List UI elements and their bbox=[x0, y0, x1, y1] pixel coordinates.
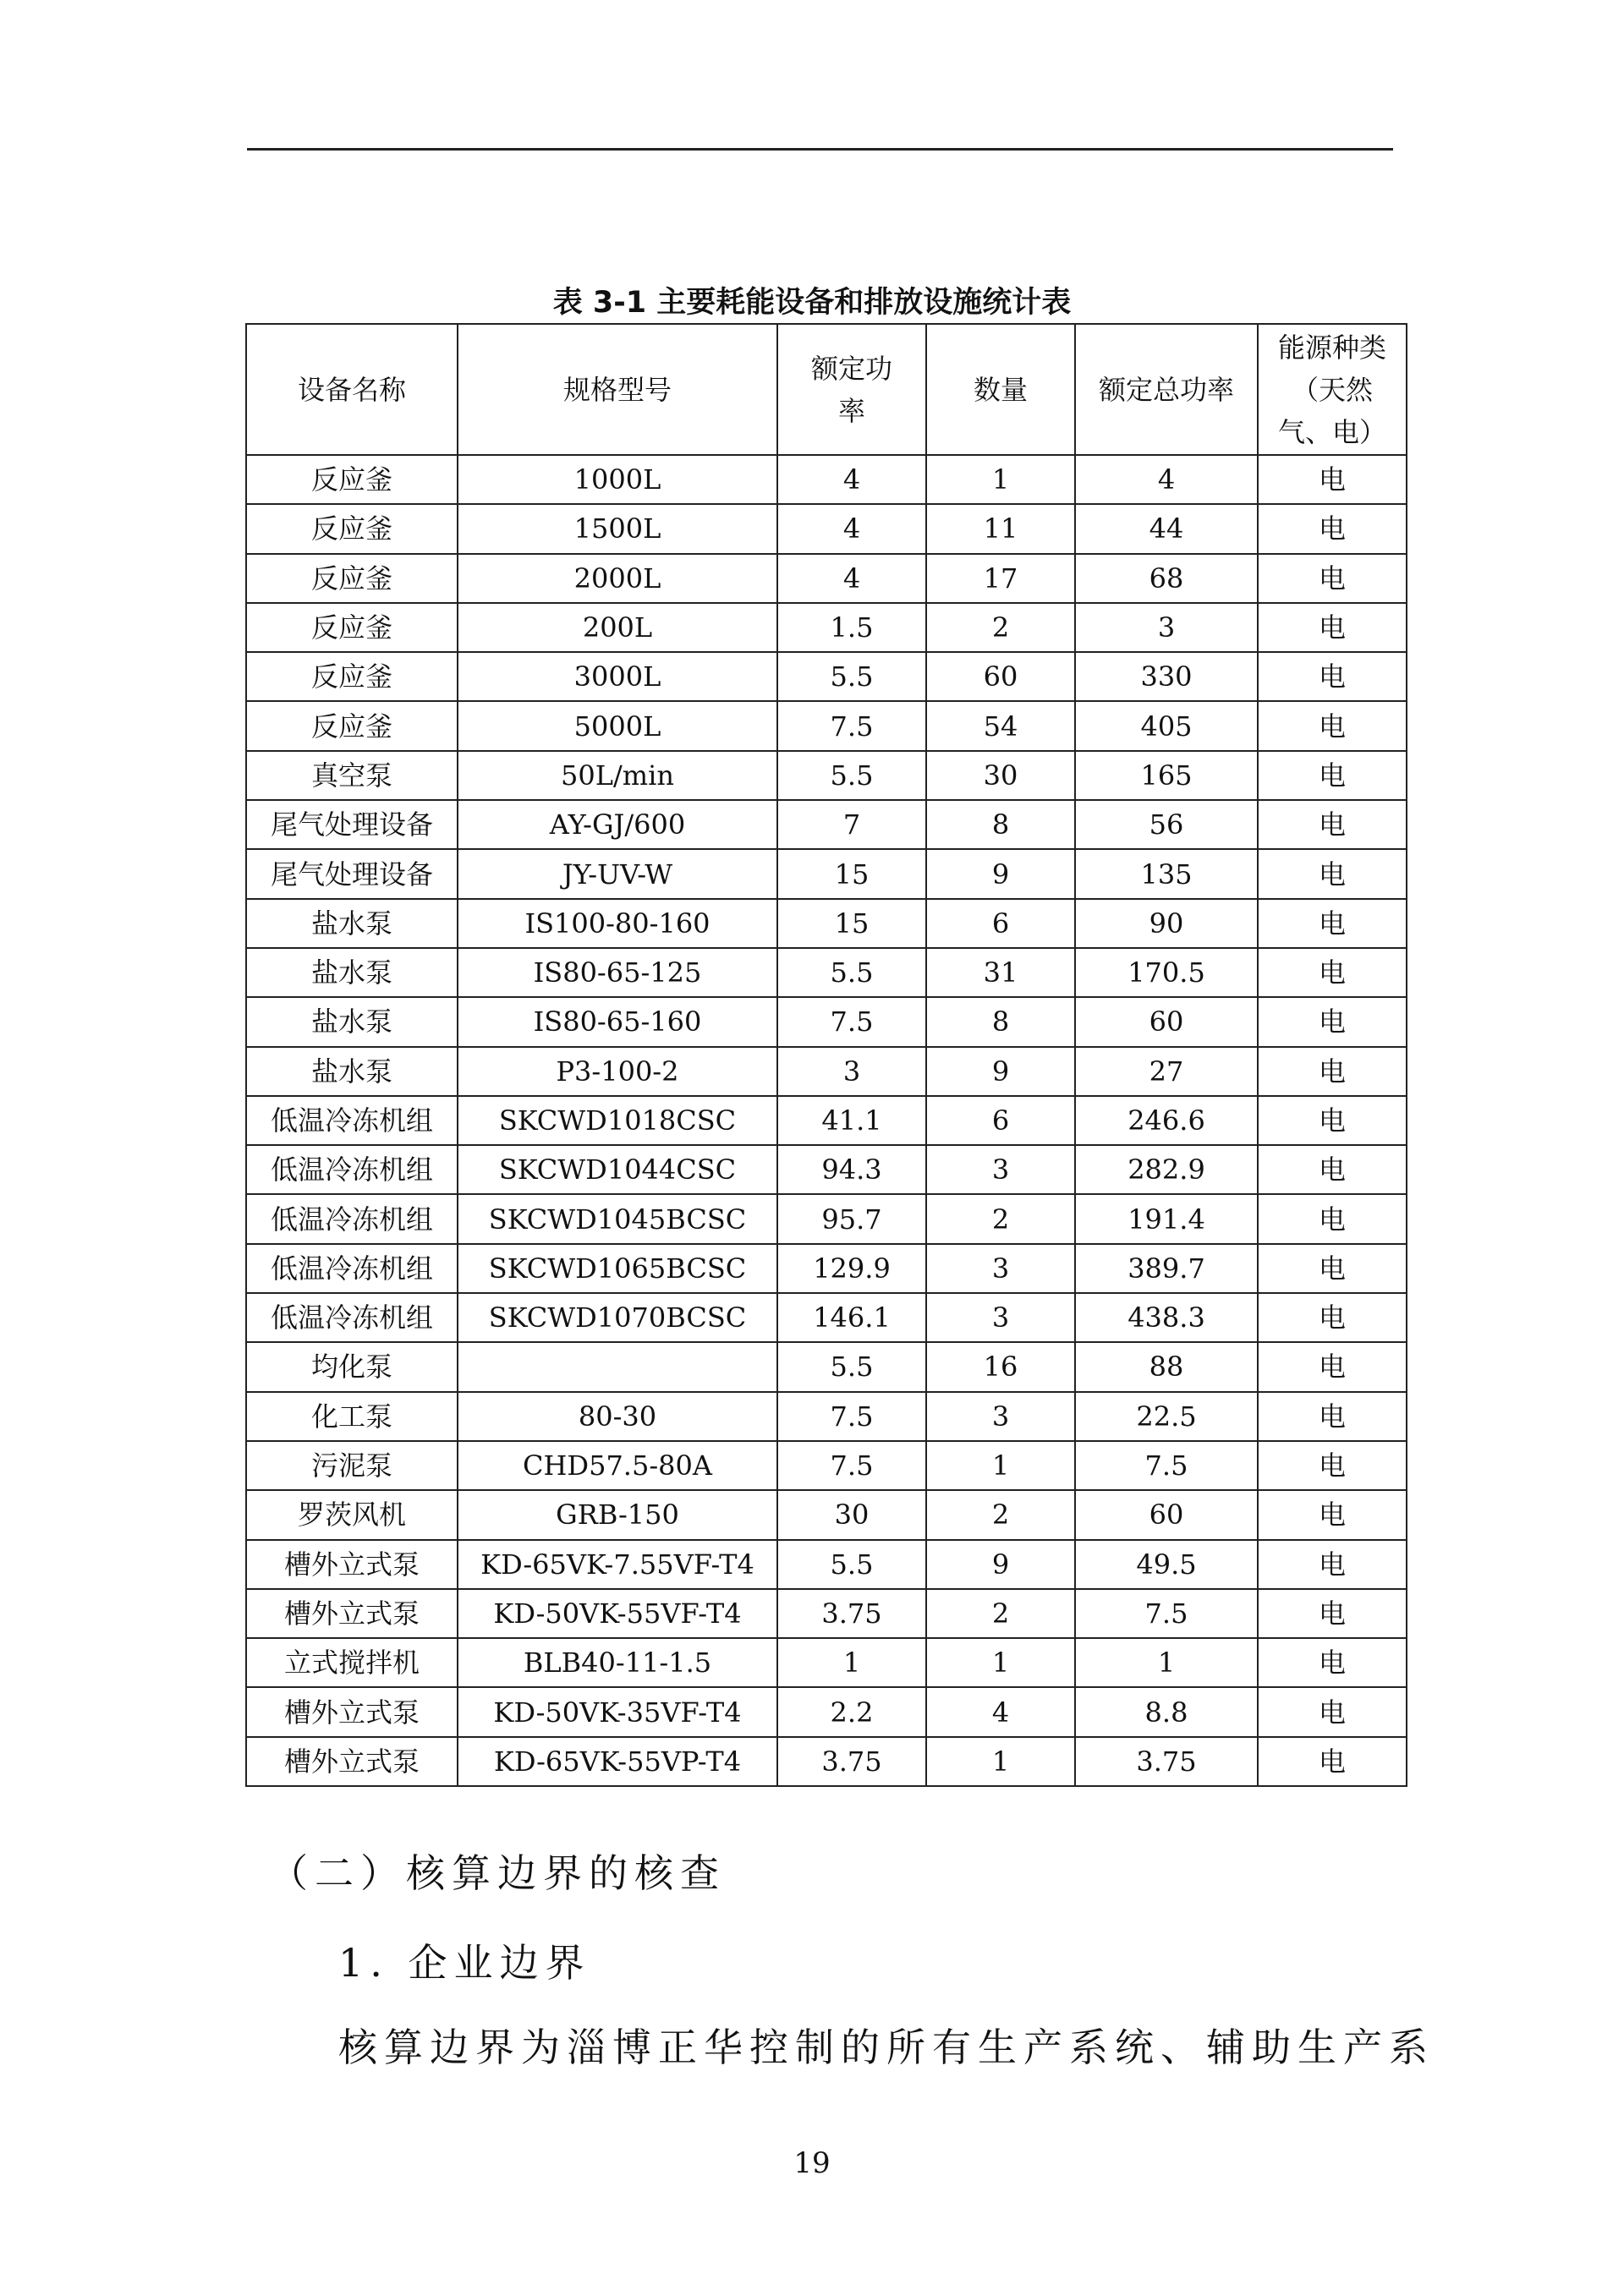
cell-total-power: 4 bbox=[1075, 455, 1258, 504]
cell-rated-power: 15 bbox=[777, 899, 926, 948]
cell-quantity: 3 bbox=[926, 1244, 1075, 1293]
cell-rated-power: 3 bbox=[777, 1047, 926, 1096]
cell-rated-power: 7.5 bbox=[777, 701, 926, 750]
cell-rated-power: 3.75 bbox=[777, 1737, 926, 1786]
cell-model: 80-30 bbox=[458, 1392, 777, 1441]
cell-energy-type: 电 bbox=[1258, 849, 1407, 898]
cell-quantity: 17 bbox=[926, 554, 1075, 603]
cell-total-power: 165 bbox=[1075, 751, 1258, 800]
cell-model bbox=[458, 1342, 777, 1391]
cell-total-power: 49.5 bbox=[1075, 1540, 1258, 1589]
column-header-quantity: 数量 bbox=[926, 324, 1075, 455]
cell-model: SKCWD1065BCSC bbox=[458, 1244, 777, 1293]
cell-rated-power: 4 bbox=[777, 455, 926, 504]
cell-energy-type: 电 bbox=[1258, 800, 1407, 849]
cell-energy-type: 电 bbox=[1258, 1194, 1407, 1243]
cell-energy-type: 电 bbox=[1258, 701, 1407, 750]
cell-model: SKCWD1044CSC bbox=[458, 1145, 777, 1194]
cell-energy-type: 电 bbox=[1258, 1145, 1407, 1194]
cell-total-power: 282.9 bbox=[1075, 1145, 1258, 1194]
table-row bbox=[246, 1540, 1407, 1589]
table-row bbox=[246, 1490, 1407, 1539]
cell-rated-power: 3.75 bbox=[777, 1589, 926, 1638]
cell-model: CHD57.5-80A bbox=[458, 1441, 777, 1490]
table-row bbox=[246, 1047, 1407, 1096]
cell-name: 槽外立式泵 bbox=[246, 1589, 458, 1638]
cell-total-power: 44 bbox=[1075, 504, 1258, 553]
table-header-row bbox=[246, 324, 1407, 455]
cell-total-power: 170.5 bbox=[1075, 948, 1258, 997]
cell-energy-type: 电 bbox=[1258, 603, 1407, 652]
cell-rated-power: 146.1 bbox=[777, 1293, 926, 1342]
cell-model: JY-UV-W bbox=[458, 849, 777, 898]
table-row bbox=[246, 1638, 1407, 1687]
cell-rated-power: 5.5 bbox=[777, 948, 926, 997]
table-row bbox=[246, 504, 1407, 553]
cell-model: BLB40-11-1.5 bbox=[458, 1638, 777, 1687]
cell-energy-type: 电 bbox=[1258, 1687, 1407, 1736]
cell-model: GRB-150 bbox=[458, 1490, 777, 1539]
table-row bbox=[246, 1244, 1407, 1293]
cell-quantity: 2 bbox=[926, 1490, 1075, 1539]
cell-total-power: 246.6 bbox=[1075, 1096, 1258, 1145]
cell-rated-power: 129.9 bbox=[777, 1244, 926, 1293]
cell-rated-power: 4 bbox=[777, 554, 926, 603]
cell-name: 立式搅拌机 bbox=[246, 1638, 458, 1687]
cell-quantity: 1 bbox=[926, 1441, 1075, 1490]
table-row bbox=[246, 997, 1407, 1046]
table-row bbox=[246, 751, 1407, 800]
cell-energy-type: 电 bbox=[1258, 554, 1407, 603]
cell-quantity: 8 bbox=[926, 997, 1075, 1046]
cell-quantity: 1 bbox=[926, 1737, 1075, 1786]
cell-model: 2000L bbox=[458, 554, 777, 603]
cell-energy-type: 电 bbox=[1258, 899, 1407, 948]
cell-name: 反应釜 bbox=[246, 455, 458, 504]
cell-rated-power: 94.3 bbox=[777, 1145, 926, 1194]
cell-rated-power: 5.5 bbox=[777, 652, 926, 701]
cell-energy-type: 电 bbox=[1258, 504, 1407, 553]
cell-model: IS80-65-160 bbox=[458, 997, 777, 1046]
cell-energy-type: 电 bbox=[1258, 997, 1407, 1046]
cell-total-power: 68 bbox=[1075, 554, 1258, 603]
cell-rated-power: 95.7 bbox=[777, 1194, 926, 1243]
cell-name: 反应釜 bbox=[246, 701, 458, 750]
cell-name: 污泥泵 bbox=[246, 1441, 458, 1490]
column-header-energy-type: 能源种类（天然气、电） bbox=[1258, 324, 1407, 455]
cell-quantity: 30 bbox=[926, 751, 1075, 800]
cell-energy-type: 电 bbox=[1258, 1047, 1407, 1096]
equipment-table bbox=[245, 323, 1407, 1787]
cell-total-power: 135 bbox=[1075, 849, 1258, 898]
section-heading: （二）核算边界的核查 bbox=[269, 1850, 726, 1896]
cell-total-power: 438.3 bbox=[1075, 1293, 1258, 1342]
table-row bbox=[246, 948, 1407, 997]
cell-name: 盐水泵 bbox=[246, 1047, 458, 1096]
cell-energy-type: 电 bbox=[1258, 948, 1407, 997]
cell-name: 反应釜 bbox=[246, 603, 458, 652]
cell-name: 盐水泵 bbox=[246, 948, 458, 997]
cell-total-power: 8.8 bbox=[1075, 1687, 1258, 1736]
cell-total-power: 191.4 bbox=[1075, 1194, 1258, 1243]
cell-name: 罗茨风机 bbox=[246, 1490, 458, 1539]
cell-rated-power: 4 bbox=[777, 504, 926, 553]
cell-name: 反应釜 bbox=[246, 504, 458, 553]
cell-total-power: 3.75 bbox=[1075, 1737, 1258, 1786]
cell-model: 200L bbox=[458, 603, 777, 652]
cell-total-power: 405 bbox=[1075, 701, 1258, 750]
cell-rated-power: 7.5 bbox=[777, 1392, 926, 1441]
cell-name: 均化泵 bbox=[246, 1342, 458, 1391]
cell-name: 低温冷冻机组 bbox=[246, 1293, 458, 1342]
cell-rated-power: 7.5 bbox=[777, 997, 926, 1046]
cell-name: 真空泵 bbox=[246, 751, 458, 800]
cell-quantity: 9 bbox=[926, 849, 1075, 898]
cell-rated-power: 1.5 bbox=[777, 603, 926, 652]
cell-quantity: 1 bbox=[926, 455, 1075, 504]
cell-energy-type: 电 bbox=[1258, 1244, 1407, 1293]
cell-total-power: 22.5 bbox=[1075, 1392, 1258, 1441]
cell-rated-power: 7 bbox=[777, 800, 926, 849]
cell-name: 尾气处理设备 bbox=[246, 800, 458, 849]
cell-quantity: 3 bbox=[926, 1145, 1075, 1194]
cell-model: 50L/min bbox=[458, 751, 777, 800]
table-row bbox=[246, 800, 1407, 849]
body-paragraph: 核算边界为淄博正华控制的所有生产系统、辅助生产系 bbox=[338, 2025, 1435, 2070]
column-header-model: 规格型号 bbox=[458, 324, 777, 455]
table-row bbox=[246, 1589, 1407, 1638]
cell-model: IS100-80-160 bbox=[458, 899, 777, 948]
table-row bbox=[246, 701, 1407, 750]
table-row bbox=[246, 652, 1407, 701]
cell-energy-type: 电 bbox=[1258, 1638, 1407, 1687]
table-row bbox=[246, 899, 1407, 948]
cell-total-power: 88 bbox=[1075, 1342, 1258, 1391]
cell-name: 槽外立式泵 bbox=[246, 1737, 458, 1786]
cell-model: 3000L bbox=[458, 652, 777, 701]
cell-quantity: 3 bbox=[926, 1392, 1075, 1441]
page-number: 19 bbox=[793, 2146, 831, 2180]
cell-total-power: 27 bbox=[1075, 1047, 1258, 1096]
cell-quantity: 60 bbox=[926, 652, 1075, 701]
cell-quantity: 9 bbox=[926, 1540, 1075, 1589]
cell-total-power: 3 bbox=[1075, 603, 1258, 652]
cell-energy-type: 电 bbox=[1258, 1096, 1407, 1145]
cell-quantity: 54 bbox=[926, 701, 1075, 750]
cell-name: 低温冷冻机组 bbox=[246, 1244, 458, 1293]
cell-total-power: 56 bbox=[1075, 800, 1258, 849]
header-rule bbox=[247, 148, 1393, 151]
cell-total-power: 7.5 bbox=[1075, 1589, 1258, 1638]
cell-quantity: 8 bbox=[926, 800, 1075, 849]
cell-energy-type: 电 bbox=[1258, 1441, 1407, 1490]
table-row bbox=[246, 1392, 1407, 1441]
cell-rated-power: 7.5 bbox=[777, 1441, 926, 1490]
cell-name: 槽外立式泵 bbox=[246, 1687, 458, 1736]
cell-energy-type: 电 bbox=[1258, 751, 1407, 800]
cell-energy-type: 电 bbox=[1258, 1737, 1407, 1786]
cell-name: 化工泵 bbox=[246, 1392, 458, 1441]
cell-model: AY-GJ/600 bbox=[458, 800, 777, 849]
cell-name: 反应釜 bbox=[246, 554, 458, 603]
cell-rated-power: 5.5 bbox=[777, 1342, 926, 1391]
table-caption: 表 3-1 主要耗能设备和排放设施统计表 bbox=[552, 286, 1072, 320]
cell-energy-type: 电 bbox=[1258, 1589, 1407, 1638]
cell-name: 尾气处理设备 bbox=[246, 849, 458, 898]
cell-quantity: 2 bbox=[926, 1589, 1075, 1638]
subsection-heading: 1. 企业边界 bbox=[338, 1940, 591, 1986]
cell-total-power: 60 bbox=[1075, 1490, 1258, 1539]
cell-quantity: 2 bbox=[926, 603, 1075, 652]
cell-name: 槽外立式泵 bbox=[246, 1540, 458, 1589]
cell-total-power: 330 bbox=[1075, 652, 1258, 701]
cell-quantity: 3 bbox=[926, 1293, 1075, 1342]
cell-total-power: 60 bbox=[1075, 997, 1258, 1046]
cell-quantity: 11 bbox=[926, 504, 1075, 553]
cell-total-power: 7.5 bbox=[1075, 1441, 1258, 1490]
cell-name: 盐水泵 bbox=[246, 997, 458, 1046]
table-row bbox=[246, 554, 1407, 603]
cell-energy-type: 电 bbox=[1258, 1540, 1407, 1589]
cell-rated-power: 5.5 bbox=[777, 751, 926, 800]
table-row bbox=[246, 455, 1407, 504]
table-row bbox=[246, 1194, 1407, 1243]
cell-model: 5000L bbox=[458, 701, 777, 750]
cell-rated-power: 5.5 bbox=[777, 1540, 926, 1589]
cell-quantity: 16 bbox=[926, 1342, 1075, 1391]
cell-rated-power: 1 bbox=[777, 1638, 926, 1687]
table-row bbox=[246, 849, 1407, 898]
cell-total-power: 1 bbox=[1075, 1638, 1258, 1687]
cell-energy-type: 电 bbox=[1258, 1392, 1407, 1441]
cell-name: 低温冷冻机组 bbox=[246, 1194, 458, 1243]
cell-name: 低温冷冻机组 bbox=[246, 1096, 458, 1145]
cell-name: 盐水泵 bbox=[246, 899, 458, 948]
cell-quantity: 6 bbox=[926, 1096, 1075, 1145]
cell-model: KD-50VK-35VF-T4 bbox=[458, 1687, 777, 1736]
cell-energy-type: 电 bbox=[1258, 1490, 1407, 1539]
table-row bbox=[246, 1441, 1407, 1490]
cell-model: SKCWD1045BCSC bbox=[458, 1194, 777, 1243]
cell-total-power: 90 bbox=[1075, 899, 1258, 948]
table-row bbox=[246, 1293, 1407, 1342]
cell-quantity: 1 bbox=[926, 1638, 1075, 1687]
cell-model: KD-50VK-55VF-T4 bbox=[458, 1589, 777, 1638]
table-row bbox=[246, 1096, 1407, 1145]
column-header-rated-power: 额定功率 bbox=[777, 324, 926, 455]
table-row bbox=[246, 1342, 1407, 1391]
cell-model: 1500L bbox=[458, 504, 777, 553]
cell-model: P3-100-2 bbox=[458, 1047, 777, 1096]
cell-model: SKCWD1018CSC bbox=[458, 1096, 777, 1145]
table-row bbox=[246, 603, 1407, 652]
cell-quantity: 2 bbox=[926, 1194, 1075, 1243]
cell-quantity: 9 bbox=[926, 1047, 1075, 1096]
cell-quantity: 4 bbox=[926, 1687, 1075, 1736]
cell-quantity: 31 bbox=[926, 948, 1075, 997]
cell-energy-type: 电 bbox=[1258, 1293, 1407, 1342]
cell-rated-power: 15 bbox=[777, 849, 926, 898]
cell-model: KD-65VK-7.55VF-T4 bbox=[458, 1540, 777, 1589]
cell-model: 1000L bbox=[458, 455, 777, 504]
cell-rated-power: 41.1 bbox=[777, 1096, 926, 1145]
column-header-name: 设备名称 bbox=[246, 324, 458, 455]
cell-model: KD-65VK-55VP-T4 bbox=[458, 1737, 777, 1786]
cell-name: 反应釜 bbox=[246, 652, 458, 701]
table-row bbox=[246, 1145, 1407, 1194]
cell-quantity: 6 bbox=[926, 899, 1075, 948]
column-header-total-power: 额定总功率 bbox=[1075, 324, 1258, 455]
table-row bbox=[246, 1737, 1407, 1786]
cell-total-power: 389.7 bbox=[1075, 1244, 1258, 1293]
cell-rated-power: 30 bbox=[777, 1490, 926, 1539]
cell-model: IS80-65-125 bbox=[458, 948, 777, 997]
cell-rated-power: 2.2 bbox=[777, 1687, 926, 1736]
cell-energy-type: 电 bbox=[1258, 455, 1407, 504]
cell-name: 低温冷冻机组 bbox=[246, 1145, 458, 1194]
cell-energy-type: 电 bbox=[1258, 1342, 1407, 1391]
table-row bbox=[246, 1687, 1407, 1736]
cell-model: SKCWD1070BCSC bbox=[458, 1293, 777, 1342]
cell-energy-type: 电 bbox=[1258, 652, 1407, 701]
